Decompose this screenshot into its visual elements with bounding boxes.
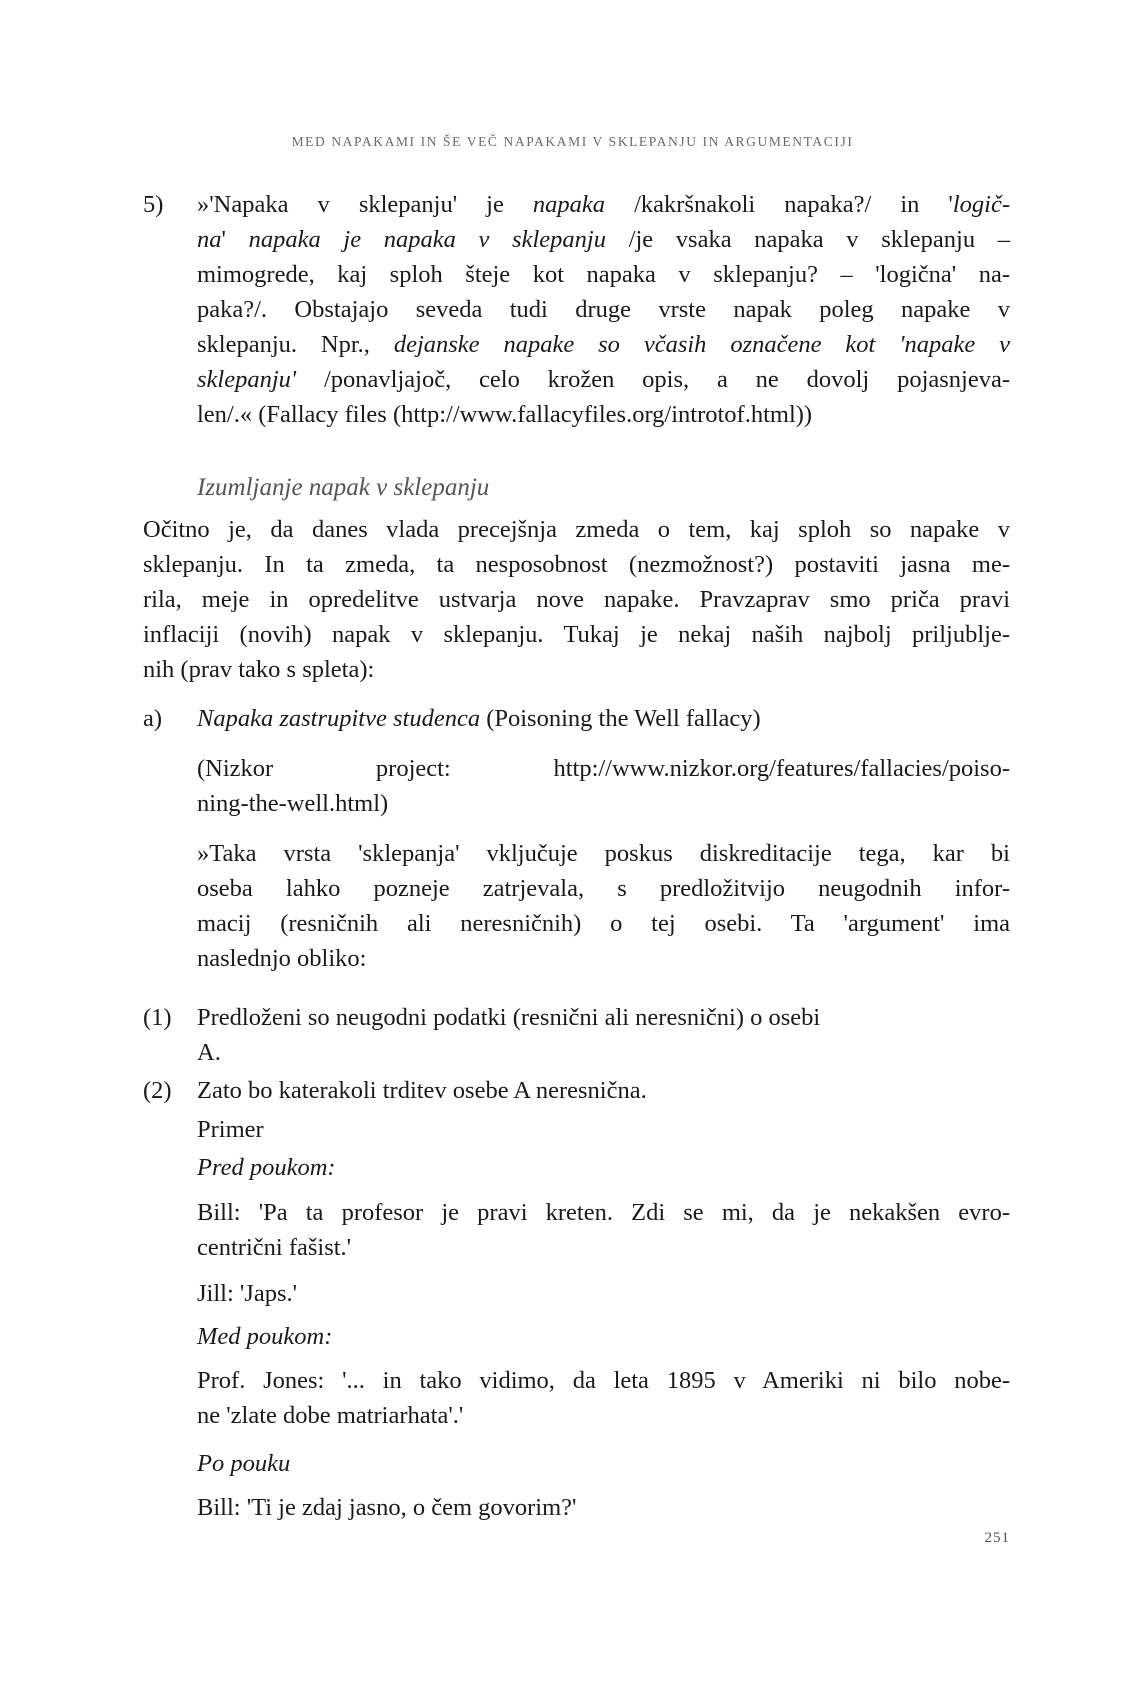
item-a-title (197, 701, 1010, 736)
premise-line: A. (197, 1039, 221, 1066)
example-subheading: Po pouku (197, 1450, 291, 1477)
quote-line: macij (resničnih ali neresničnih) o tej osebi. Ta 'argument' ima (197, 910, 1010, 937)
premise-1 (197, 1000, 1010, 1070)
intro-paragraph (143, 512, 1010, 687)
premise-line: Zato bo katerakoli trditev osebe A neresnična. (197, 1077, 647, 1104)
example-dialogue-jill (197, 1276, 1010, 1311)
italic-run: napaka (532, 191, 606, 218)
quote-line (197, 397, 1010, 432)
example-during-class (197, 1319, 1010, 1354)
paragraph-line: Očitno je, da danes vlada precejšnja zmeda o tem, kaj sploh so napake v (143, 516, 1010, 543)
paragraph-line: nih (prav tako s spleta): (143, 656, 375, 683)
dialogue-line: Prof. Jones: '... in tako vidimo, da leta 1895 v Ameriki ni bilo nobe- (197, 1367, 1010, 1394)
premise-2 (197, 1073, 1010, 1108)
dialogue-line: centrični fašist.' (197, 1234, 352, 1261)
italic-run: dejanske napake so včasih označene kot 'napake v (393, 331, 1010, 358)
example-before-class (197, 1150, 1010, 1185)
example-after-class (197, 1446, 1010, 1481)
item-a-label: a) (143, 705, 163, 732)
quote-line: oseba lahko pozneje zatrjevala, s predložitvijo neugodnih infor- (197, 875, 1010, 902)
example-dialogue-jones (197, 1363, 1010, 1433)
quote-line (197, 362, 1010, 397)
text-run: mimogrede, kaj sploh šteje kot napaka v sklepanju? – 'logična' na- (197, 261, 1010, 288)
running-head: MED NAPAKAMI IN ŠE VEČ NAPAKAMI V SKLEPANJU IN ARGUMENTACIJI (291, 134, 854, 149)
item-5-quote (197, 187, 1010, 432)
premise-line: Predloženi so neugodni podatki (resnični ali neresnični) o osebi (197, 1004, 821, 1031)
example-subheading: Pred poukom: (197, 1154, 336, 1181)
text-run: paka?/. Obstajajo seveda tudi druge vrste napak poleg napake v (197, 296, 1010, 323)
source-line: (Nizkor project: http://www.nizkor.org/features/fallacies/poiso- (197, 755, 1010, 782)
text-run: /je vsaka napaka v sklepanju – (605, 226, 1011, 253)
example-subheading: Med poukom: (197, 1323, 333, 1350)
text-run: »'Napaka v sklepanju' je (197, 191, 533, 218)
item-a-quote (197, 836, 1010, 976)
italic-run: logič- (952, 191, 1010, 218)
italic-run: na (197, 226, 222, 253)
item-5-label: 5) (143, 191, 164, 218)
example-dialogue-bill-2 (197, 1490, 1010, 1525)
premise-2-label: (2) (143, 1077, 172, 1104)
text-run: len/.« (Fallacy files (http://www.fallacyfiles.org/introtof.html)) (197, 401, 813, 428)
paragraph-line: sklepanju. In ta zmeda, ta nesposobnost (nezmožnost?) postaviti jasna me- (143, 551, 1010, 578)
item-a-source (197, 751, 1010, 821)
quote-line: naslednjo obliko: (197, 945, 367, 972)
section-heading: Izumljanje napak v sklepanju (197, 474, 490, 501)
quote-line (197, 187, 1010, 222)
quote-line: »Taka vrsta 'sklepanja' vključuje poskus diskreditacije tega, kar bi (197, 840, 1010, 867)
italic-run: napaka je napaka v sklepanju (248, 226, 606, 253)
fallacy-name-english: (Poisoning the Well fallacy) (480, 705, 761, 732)
page-number: 251 (984, 1530, 1010, 1546)
quote-line (197, 292, 1010, 327)
quote-line (197, 257, 1010, 292)
text-run: /ponavljajoč, celo krožen opis, a ne dovolj pojasnjeva- (296, 366, 1010, 393)
example-dialogue-bill-1 (197, 1195, 1010, 1265)
dialogue-line: Bill: 'Pa ta profesor je pravi kreten. Zdi se mi, da je nekakšen evro- (197, 1199, 1010, 1226)
text-run: sklepanju. Npr., (197, 331, 394, 358)
dialogue-line: Bill: 'Ti je zdaj jasno, o čem govorim?' (197, 1494, 577, 1521)
text-run: /kakršnakoli napaka?/ in ' (605, 191, 953, 218)
dialogue-line: ne 'zlate dobe matriarhata'.' (197, 1402, 464, 1429)
example-label: Primer (197, 1116, 264, 1143)
paragraph-line: rila, meje in opredelitve ustvarja nove napake. Pravzaprav smo priča pravi (143, 586, 1010, 613)
dialogue-line: Jill: 'Japs.' (197, 1280, 298, 1307)
fallacy-name-italic: Napaka zastrupitve studenca (197, 705, 481, 732)
italic-run: sklepanju' (197, 366, 297, 393)
paragraph-line: inflaciji (novih) napak v sklepanju. Tukaj je nekaj naših najbolj priljublje- (143, 621, 1010, 648)
text-run: ' (221, 226, 249, 253)
quote-line (197, 222, 1010, 257)
quote-line (197, 327, 1010, 362)
premise-1-label: (1) (143, 1004, 172, 1031)
source-line: ning-the-well.html) (197, 790, 389, 817)
